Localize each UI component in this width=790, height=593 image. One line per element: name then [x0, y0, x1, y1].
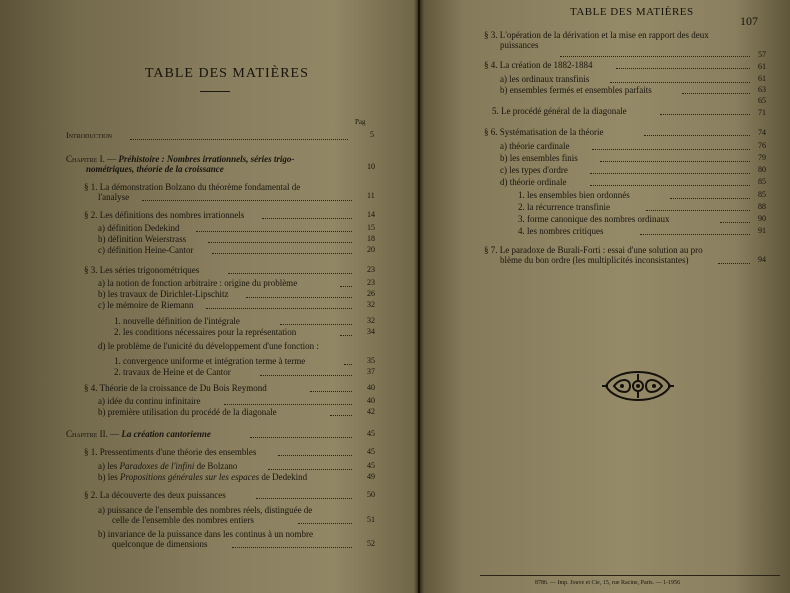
toc-section: § 2. La découverte des deux puissances: [84, 490, 226, 500]
toc-section-cont: l'analyse: [98, 192, 130, 202]
right-page: [420, 0, 790, 593]
toc-chapter-2: [66, 429, 211, 439]
leader: [340, 335, 352, 336]
chapter-title: Préhistoire : Nombres irrationnels, séries trigo-: [118, 154, 295, 164]
page-number: 23: [367, 265, 375, 274]
page-number: 65: [758, 96, 766, 105]
toc-subsection: a) les ordinaux transfinis: [500, 74, 590, 84]
toc-section: 5. Le procédé général de la diagonale: [492, 106, 627, 116]
page-number: 40: [367, 396, 375, 405]
toc-chapter-1: [66, 154, 294, 164]
toc-subsection: [98, 461, 237, 471]
toc-section: § 7. Le paradoxe de Burali-Forti : essai d'une solution au pro: [484, 245, 703, 255]
leader: [250, 437, 352, 438]
italic-title: Paradoxes de l'infini: [119, 461, 195, 471]
toc-subsection: a) définition Dedekind: [98, 223, 180, 233]
leader: [640, 234, 750, 235]
toc-chapter-1-cont: nométriques, théorie de la croissance: [86, 164, 224, 174]
page-number: 45: [367, 429, 375, 438]
leader: [260, 375, 352, 376]
leader: [682, 93, 750, 94]
page-number: 37: [367, 367, 375, 376]
chapter-title: La création cantorienne: [121, 429, 211, 439]
italic-title: Propositions générales sur les espaces: [120, 472, 260, 482]
printer-imprint: 8786. — Imp. Jouve et Cie, 15, rue Racine, Paris. — 1-1956: [535, 580, 681, 586]
text: de Bolzano: [194, 461, 238, 471]
page-number: 26: [367, 289, 375, 298]
leader: [130, 139, 348, 140]
toc-item: 1. convergence uniforme et intégration terme à terme: [114, 356, 306, 366]
leader: [610, 82, 750, 83]
leader: [718, 263, 750, 264]
toc-section: § 3. L'opération de la dérivation et la mise en rapport des deux: [484, 30, 709, 40]
page-number: 51: [367, 515, 375, 524]
page-number: 61: [758, 74, 766, 83]
page-number: 61: [758, 62, 766, 71]
leader: [280, 324, 352, 325]
page-number: 52: [367, 539, 375, 548]
page-number: 71: [758, 108, 766, 117]
toc-subsection: b) les ensembles finis: [500, 153, 578, 163]
leader: [262, 218, 352, 219]
toc-subsection: d) théorie ordinale: [500, 177, 567, 187]
text: de Dedekind: [259, 472, 308, 482]
page-number: 11: [367, 191, 375, 200]
toc-subsection: a) idée du continu infinitaire: [98, 396, 201, 406]
toc-section: § 1. Pressentiments d'une théorie des ensembles: [84, 447, 257, 457]
toc-item: 2. travaux de Heine et de Cantor: [114, 367, 231, 377]
page-number: 40: [367, 383, 375, 392]
leader: [278, 455, 352, 456]
page-number: 5: [370, 130, 374, 139]
page-number: 34: [367, 327, 375, 336]
page-number: 18: [367, 234, 375, 243]
page-number: 20: [367, 245, 375, 254]
toc-subsection: b) ensembles fermés et ensembles parfaits: [500, 85, 652, 95]
page-number: 88: [758, 202, 766, 211]
page-number: 49: [367, 472, 375, 481]
page-number: 23: [367, 278, 375, 287]
page-title: TABLE DES MATIÈRES: [145, 66, 309, 81]
toc-subsection: a) puissance de l'ensemble des nombres réels, distinguée de: [98, 505, 313, 515]
page-number: 50: [367, 490, 375, 499]
leader: [600, 161, 750, 162]
leader: [590, 173, 750, 174]
page-number: 85: [758, 190, 766, 199]
page-number: 74: [758, 128, 766, 137]
toc-section-cont: blème du bon ordre (les multiplicités inconsistantes): [500, 255, 689, 265]
footer-rule: [480, 575, 780, 576]
leader: [590, 185, 750, 186]
page-number: 85: [758, 177, 766, 186]
leader: [660, 114, 750, 115]
chapter-prefix: Chapitre I. —: [66, 154, 119, 164]
page-folio: 107: [740, 14, 758, 28]
text: b) les: [98, 472, 120, 482]
leader: [592, 149, 750, 150]
toc-subsection: c) les types d'ordre: [500, 165, 568, 175]
leader: [330, 415, 352, 416]
page-number: 76: [758, 141, 766, 150]
leader: [142, 200, 352, 201]
leader: [560, 56, 750, 57]
leader: [616, 68, 750, 69]
toc-section: § 2. Les définitions des nombres irrationnels: [84, 210, 245, 220]
toc-section: § 3. Les séries trigonométriques: [84, 265, 200, 275]
toc-item: 4. les nombres critiques: [518, 226, 604, 236]
leader: [646, 210, 750, 211]
leader: [298, 523, 352, 524]
book-gutter: [414, 0, 424, 593]
page-number: 32: [367, 300, 375, 309]
chapter-prefix: Chapitre II. —: [66, 429, 122, 439]
leader: [246, 297, 352, 298]
leader: [206, 308, 352, 309]
toc-subsection-cont: quelconque de dimensions: [112, 539, 208, 549]
page-number: 63: [758, 85, 766, 94]
toc-item: 2. la récurrence transfinie: [518, 202, 610, 212]
leader: [720, 222, 750, 223]
toc-subsection: [98, 472, 307, 482]
toc-subsection: a) théorie cardinale: [500, 141, 570, 151]
page-number: 57: [758, 50, 766, 59]
page-number: 45: [367, 461, 375, 470]
page-number: 15: [367, 223, 375, 232]
printer-ornament-icon: [600, 368, 676, 404]
toc-subsection-cont: celle de l'ensemble des nombres entiers: [112, 515, 254, 525]
toc-subsection: b) première utilisation du procédé de la diagonale: [98, 407, 277, 417]
toc-section-cont: puissances: [500, 40, 539, 50]
toc-subsection: c) le mémoire de Riemann: [98, 300, 194, 310]
leader: [224, 404, 352, 405]
leader: [268, 469, 352, 470]
page-number: 45: [367, 447, 375, 456]
page-number: 14: [367, 210, 375, 219]
running-header: TABLE DES MATIÈRES: [570, 6, 694, 18]
page-number: 80: [758, 165, 766, 174]
pages-column-label: Pag: [355, 118, 366, 126]
leader: [196, 231, 352, 232]
page-number: 94: [758, 255, 766, 264]
leader: [670, 198, 750, 199]
toc-intro: Introduction: [66, 131, 112, 140]
toc-section: § 6. Systématisation de la théorie: [484, 127, 604, 137]
toc-item: 1. les ensembles bien ordonnés: [518, 190, 630, 200]
leader: [208, 242, 352, 243]
page-number: 79: [758, 153, 766, 162]
page-number: 32: [367, 316, 375, 325]
page-number: 35: [367, 356, 375, 365]
toc-subsection: b) définition Weierstrass: [98, 234, 187, 244]
toc-subsection: c) définition Heine-Cantor: [98, 245, 194, 255]
title-rule: [200, 91, 230, 92]
leader: [228, 273, 352, 274]
toc-subsection: d) le problème de l'unicité du développement d'une fonction :: [98, 341, 319, 351]
page-number: 90: [758, 214, 766, 223]
toc-subsection: b) les travaux de Dirichlet-Lipschitz: [98, 289, 229, 299]
toc-item: 2. les conditions nécessaires pour la représentation: [114, 327, 297, 337]
toc-item: 3. forme canonique des nombres ordinaux: [518, 214, 670, 224]
leader: [212, 253, 352, 254]
leader: [256, 498, 352, 499]
page-number: 42: [367, 407, 375, 416]
page-number: 91: [758, 226, 766, 235]
page-number: 10: [367, 162, 375, 171]
toc-subsection: a) la notion de fonction arbitraire : origine du problème: [98, 278, 298, 288]
text: a) les: [98, 461, 120, 471]
toc-subsection: b) invariance de la puissance dans les continus à un nombre: [98, 529, 313, 539]
leader: [232, 547, 352, 548]
leader: [310, 391, 352, 392]
toc-item: 1. nouvelle définition de l'intégrale: [114, 316, 240, 326]
toc-section: § 4. La création de 1882-1884: [484, 60, 593, 70]
toc-section: § 4. Théorie de la croissance de Du Bois Reymond: [84, 383, 267, 393]
leader: [344, 364, 352, 365]
leader: [340, 286, 352, 287]
toc-section: § 1. La démonstration Bolzano du théorème fondamental de: [84, 182, 301, 192]
leader: [644, 135, 750, 136]
